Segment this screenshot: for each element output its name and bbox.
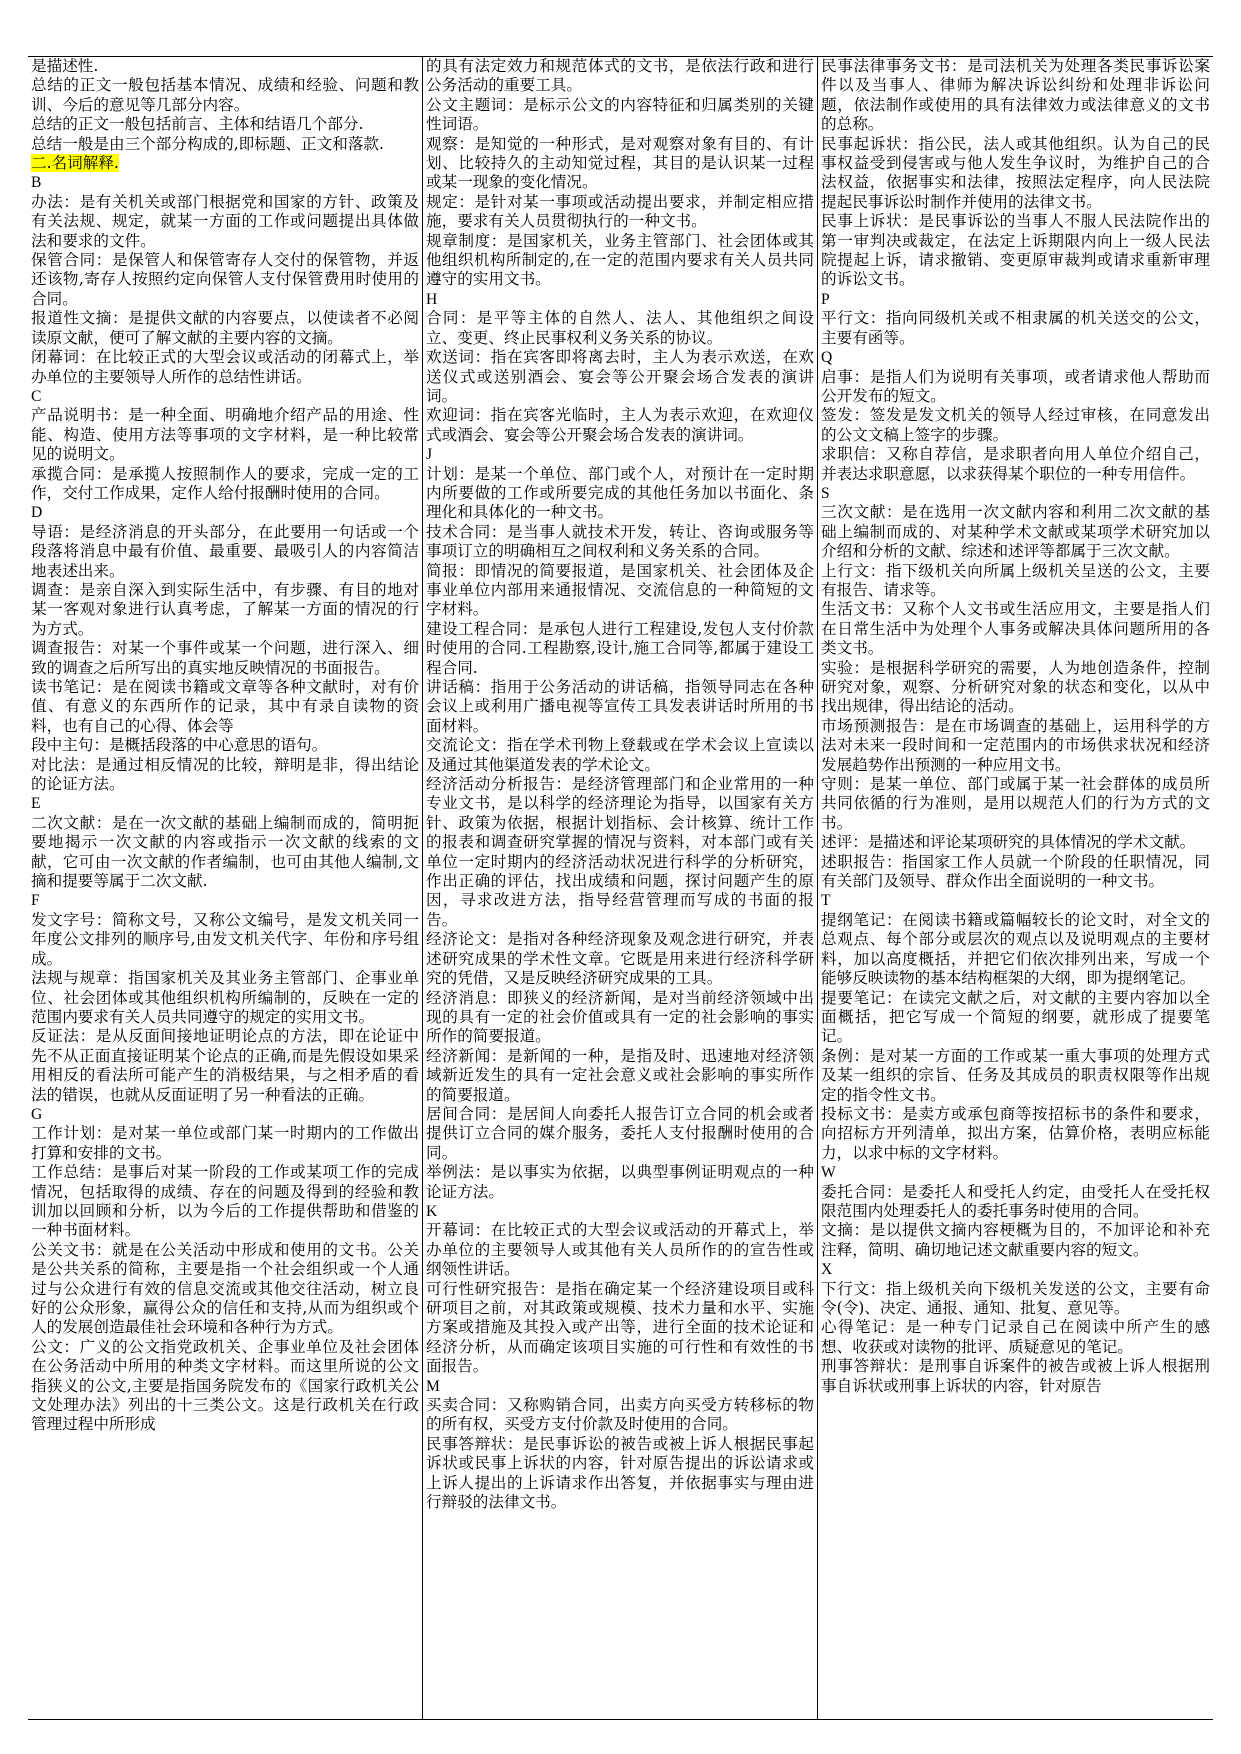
term-definition: 公文主题词：是标示公文的内容特征和归属类别的关键性词语。 xyxy=(426,95,814,134)
term-definition: 心得笔记：是一种专门记录自己在阅读中所产生的感想、收获或对读物的批评、质疑意见的笔记。 xyxy=(821,1318,1210,1356)
term-definition: 求职信：又称自荐信，是求职者向用人单位介绍自己，并表达求职意愿，以求获得某个职位的一种专用信件。 xyxy=(821,445,1210,483)
term-definition: 民事法律事务文书：是司法机关为处理各类民事诉讼案件以及当事人、律师为解决诉讼纠纷和处理非诉讼问题，依法制作或使用的具有法律效力或法律意义的文书的总称。 xyxy=(821,57,1210,134)
text-column-3 xyxy=(818,57,1213,1719)
term-definition: 经济活动分析报告：是经济管理部门和企业常用的一种专业文书，是以科学的经济理论为指导，以国家有关方针、政策为依据，根据计划指标、会计核算、统计工作的报表和调查研究掌握的情况与资料，对本部门或有关单位一定时期内的经济活动状况进行科学的分析研究，作出正确的评估，找出成绩和问题，探讨问题产生的原因，寻求改进方法，指导经营管理而写成的书面的报告。 xyxy=(426,775,814,929)
letter-heading: S xyxy=(821,484,830,502)
term-definition: 民事起诉状：指公民，法人或其他组织。认为自己的民事权益受到侵害或与他人发生争议时，为维护自己的合法权益，依据事实和法律，按照法定程序，向人民法院提起民事诉讼时制作并使用的法律文书。 xyxy=(821,134,1210,211)
term-definition: 三次文献：是在选用一次文献内容和利用二次文献的基础上编制而成的、对某种学术文献或某项学术研究加以介绍和分析的文献、综述和述评等都属于三次文献。 xyxy=(821,503,1210,561)
term-definition: 讲话稿：指用于公务活动的讲话稿，指领导同志在各种会议上或利用广播电视等宣传工具发表讲话时所用的书面材料。 xyxy=(426,678,814,735)
letter-heading: P xyxy=(821,290,830,308)
term-definition: 投标文书：是卖方或承包商等按招标书的条件和要求，向招标方开列清单，拟出方案，估算价格，表明应标能力，以求中标的文字材料。 xyxy=(821,1104,1210,1162)
term-definition: 刑事答辩状：是刑事自诉案件的被告或被上诉人根据刑事自诉状或刑事上诉状的内容，针对原告 xyxy=(821,1357,1210,1395)
term-definition: 民事答辩状：是民事诉讼的被告或被上诉人根据民事起诉状或民事上诉状的内容，针对原告提出的诉讼请求或上诉人提出的上诉请求作出答复，并依据事实与理由进行辩驳的法律文书。 xyxy=(426,1434,814,1512)
term-definition: 调查报告：对某一个事件或某一个问题，进行深入、细致的调查之后所写出的真实地反映情况的书面报告。 xyxy=(31,639,419,677)
letter-heading: C xyxy=(31,387,42,405)
term-definition: 保管合同：是保管人和保管寄存人交付的保管物，并返还该物,寄存人按照约定向保管人支付保管费用时使用的合同。 xyxy=(31,251,419,308)
document-page xyxy=(28,56,1213,1720)
term-definition: 工作计划：是对某一单位或部门某一时期内的工作做出打算和安排的文书。 xyxy=(31,1124,419,1162)
highlighted-heading-text: 二.名词解释. xyxy=(31,154,119,173)
letter-heading: T xyxy=(821,892,831,910)
term-definition: 生活文书：又称个人文书或生活应用文，主要是指人们在日常生活中为处理个人事务或解决具体问题所用的各类文书。 xyxy=(821,600,1210,658)
letter-heading: Q xyxy=(821,349,833,367)
term-definition: 开幕词：在比较正式的大型会议或活动的开幕式上，举办单位的主要领导人或其他有关人员所作的的宣告性或纲领性讲话。 xyxy=(426,1221,814,1279)
term-definition: 是描述性. xyxy=(31,57,99,75)
term-definition: 合同：是平等主体的自然人、法人、其他组织之间设立、变更、终止民事权利义务关系的协议。 xyxy=(426,309,814,347)
term-definition: 述职报告：指国家工作人员就一个阶段的任职情况，同有关部门及领导、群众作出全面说明的一种文书。 xyxy=(821,852,1210,891)
term-definition: 总结的正文一般包括前言、主体和结语几个部分. xyxy=(31,115,364,134)
term-definition: 经济论文：是指对各种经济现象及观念进行研究，并表述研究成果的学术性文章。它既是用来进行经济科学研究的凭借，又是反映经济研究成果的工具。 xyxy=(426,930,814,988)
text-column-2 xyxy=(423,57,818,1719)
letter-heading: G xyxy=(31,1105,43,1123)
letter-heading: J xyxy=(426,446,433,464)
term-definition: 技术合同：是当事人就技术开发，转让、咨询或服务等事项订立的明确相互之间权利和义务关系的合同。 xyxy=(426,522,814,561)
term-definition: 守则：是某一单位、部门或属于某一社会群体的成员所共同依循的行为准则，是用以规范人们的行为方式的文书。 xyxy=(821,775,1210,832)
term-definition: 上行文：指下级机关向所属上级机关呈送的公文，主要有报告、请求等。 xyxy=(821,561,1210,599)
letter-heading: H xyxy=(426,290,438,308)
term-definition: 可行性研究报告：是指在确定某一个经济建设项目或科研项目之前，对其政策或规模、技术力量和水平、实施方案或措施及其投入或产出等，进行全面的技术论证和经济分析，从而确定该项目实施的可行性和有效性的书面报告。 xyxy=(426,1279,814,1376)
term-definition: 欢迎词：指在宾客光临时，主人为表示欢迎，在欢迎仪式或酒会、宴会等公开聚会场合发表的演讲词。 xyxy=(426,406,814,444)
text-column-1 xyxy=(28,57,423,1719)
letter-heading: E xyxy=(31,795,41,813)
term-definition: 计划：是某一个单位、部门或个人，对预计在一定时期内所要做的工作或所要完成的其他任务加以书面化、条理化和具体化的一种文书。 xyxy=(426,464,814,522)
term-definition: 规章制度：是国家机关，业务主管部门、社会团体或其他组织机构所制定的,在一定的范围内要求有关人员共同遵守的实用文书。 xyxy=(426,231,814,289)
term-definition: 导语：是经济消息的开头部分，在此要用一句话或一个段落将消息中最有价值、最重要、最吸引人的内容简洁地表述出来。 xyxy=(31,522,419,580)
term-definition: 经济新闻：是新闻的一种，是指及时、迅速地对经济领域新近发生的具有一定社会意义或社会影响的事实所作的简要报道。 xyxy=(426,1046,814,1104)
term-definition: 承揽合同：是承揽人按照制作人的要求，完成一定的工作，交付工作成果，定作人给付报酬时使用的合同。 xyxy=(31,464,419,502)
term-definition: 发文字号：简称文号，又称公文编号，是发文机关同一年度公文排列的顺序号,由发文机关代字、年份和序号组成。 xyxy=(31,910,419,968)
term-definition: 委托合同：是委托人和受托人约定，由受托人在受托权限范围内处理委托人的委托事务时使用的合同。 xyxy=(821,1182,1210,1220)
letter-heading: M xyxy=(426,1377,440,1395)
letter-heading: K xyxy=(426,1202,438,1220)
term-definition: 法规与规章：指国家机关及其业务主管部门、企事业单位、社会团体或其他组织机构所编制的，反映在一定的范围内要求有关人员共同遵守的规定的实用文书。 xyxy=(31,969,419,1026)
term-definition: 提要笔记：在读完文献之后，对文献的主要内容加以全面概括，把它写成一个简短的纲要，就形成了提要笔记。 xyxy=(821,988,1210,1046)
term-definition: 提纲笔记：在阅读书籍或篇幅较长的论文时，对全文的总观点、每个部分或层次的观点以及说明观点的主要材料，加以高度概括，并把它们依次排列出来，写成一个能够反映读物的基本结构框架的大纲，即为提纲笔记。 xyxy=(821,910,1210,988)
term-definition: 的具有法定效力和规范体式的文书，是依法行政和进行公务活动的重要工具。 xyxy=(426,57,814,95)
letter-heading: X xyxy=(821,1261,833,1279)
term-definition: 签发：签发是发文机关的领导人经过审核，在同意发出的公文文稿上签字的步骤。 xyxy=(821,406,1210,444)
term-definition: 平行文：指向同级机关或不相隶属的机关送交的公文，主要有函等。 xyxy=(821,309,1210,347)
term-definition: 办法：是有关机关或部门根据党和国家的方针、政策及有关法规、规定，就某一方面的工作或问题提出具体做法和要求的文件。 xyxy=(31,192,419,250)
term-definition: 实验：是根据科学研究的需要，人为地创造条件，控制研究对象，观察、分析研究对象的状态和变化，以从中找出规律，得出结论的活动。 xyxy=(821,658,1210,716)
term-definition: 公关文书：就是在公关活动中形成和使用的文书。公关是公共关系的简称，主要是指一个社会组织或一个人通过与公众进行有效的信息交流或其他交往活动，树立良好的公众形象，赢得公众的信任和支持,从而为组织或个人的发展创造最佳社会环境和各种行为方式。 xyxy=(31,1240,419,1337)
term-definition: 居间合同：是居间人向委托人报告订立合同的机会或者提供订立合同的媒介服务，委托人支付报酬时使用的合同。 xyxy=(426,1104,814,1162)
term-definition: 反证法：是从反面间接地证明论点的方法，即在论证中先不从正面直接证明某个论点的正确,而是先假设如果采用相反的看法所可能产生的消极结果，与之相矛盾的看法的错误，也就从反面证明了另一种看法的正确。 xyxy=(31,1027,419,1104)
term-definition: 买卖合同：又称购销合同，出卖方向买受方转移标的物的所有权，买受方支付价款及时使用的合同。 xyxy=(426,1396,814,1434)
term-definition: 欢送词：指在宾客即将离去时，主人为表示欢送，在欢送仪式或送别酒会、宴会等公开聚会场合发表的演讲词。 xyxy=(426,348,814,405)
term-definition: 举例法：是以事实为依据，以典型事例证明观点的一种论证方法。 xyxy=(426,1163,814,1201)
term-definition: 产品说明书：是一种全面、明确地介绍产品的用途、性能、构造、使用方法等事项的文字材料，是一种比较常见的说明文。 xyxy=(31,406,419,464)
term-definition: 段中主句：是概括段落的中心意思的语句。 xyxy=(31,736,328,755)
term-definition: 读书笔记：是在阅读书籍或文章等各种文献时，对有价值、有意义的东西所作的记录，其中有录自读物的资料，也有自己的心得、体会等 xyxy=(31,678,419,735)
term-definition: 对比法：是通过相反情况的比较，辩明是非，得出结论的论证方法。 xyxy=(31,755,419,794)
letter-heading: D xyxy=(31,504,43,522)
term-definition: 经济消息：即狭义的经济新闻，是对当前经济领域中出现的具有一定的社会价值或具有一定的社会影响的事实所作的简要报道。 xyxy=(426,988,814,1046)
term-definition: 文摘：是以提供文摘内容梗概为目的，不加评论和补充注释，简明、确切地记述文献重要内容的短文。 xyxy=(821,1221,1210,1259)
term-definition: 建设工程合同：是承包人进行工程建设,发包人支付价款时使用的合同.工程勘察,设计,施工合同等,都属于建设工程合同. xyxy=(426,619,814,677)
term-definition: 规定：是针对某一事项或活动提出要求，并制定相应措施，要求有关人员贯彻执行的一种文书。 xyxy=(426,192,814,231)
term-definition: 条例：是对某一方面的工作或某一重大事项的处理方式及某一组织的宗旨、任务及其成员的职责权限等作出规定的指令性文书。 xyxy=(821,1046,1210,1104)
term-definition: 调查：是亲自深入到实际生活中，有步骤、有目的地对某一客观对象进行认真考虑，了解某一方面的情况的行为方式。 xyxy=(31,580,419,638)
term-definition: 观察：是知觉的一种形式，是对观察对象有目的、有计划、比较持久的主动知觉过程，其目的是认识某一过程或某一现象的变化情况。 xyxy=(426,134,814,192)
term-definition: 启事：是指人们为说明有关事项，或者请求他人帮助而公开发布的短文。 xyxy=(821,367,1210,405)
term-definition: 述评：是描述和评论某项研究的具体情况的学术文献。 xyxy=(821,833,1196,852)
term-definition: 总结的正文一般包括基本情况、成绩和经验、问题和教训、今后的意见等几部分内容。 xyxy=(31,76,419,114)
term-definition: 下行文：指上级机关向下级机关发送的公文，主要有命令(令)、决定、通报、通知、批复、意见等。 xyxy=(821,1279,1210,1317)
section-heading xyxy=(31,154,419,173)
term-definition: 市场预测报告：是在市场调查的基础上，运用科学的方法对未来一段时间和一定范围内的市场供求状况和经济发展趋势作出预测的一种应用文书。 xyxy=(821,716,1210,774)
term-definition: 二次文献：是在一次文献的基础上编制而成的，简明扼要地揭示一次文献的内容或指示一次文献的线索的文献，它可由一次文献的作者编制，也可由其他人编制,文摘和提要等属于二次文献. xyxy=(31,813,419,891)
term-definition: 总结一般是由三个部分构成的,即标题、正文和落款. xyxy=(31,134,384,153)
letter-heading: W xyxy=(821,1164,836,1182)
term-definition: 公文：广义的公文指党政机关、企事业单位及社会团体在公务活动中所用的种类文字材料。而这里所说的公文指狭义的公文,主要是指国务院发布的《国家行政机关公文处理办法》列出的十三类公文。这是行政机关在行政管理过程中所形成 xyxy=(31,1337,419,1434)
term-definition: 民事上诉状：是民事诉讼的当事人不服人民法院作出的第一审判决或裁定，在法定上诉期限内向上一级人民法院提起上诉，请求撤销、变更原审裁判或请求重新审理的诉讼文书。 xyxy=(821,212,1210,289)
term-definition: 工作总结：是事后对某一阶段的工作或某项工作的完成情况，包括取得的成绩、存在的问题及得到的经验和教训加以回顾和分析，以为今后的工作提供帮助和借鉴的一种书面材料。 xyxy=(31,1163,419,1240)
letter-heading: F xyxy=(31,892,40,910)
letter-heading: B xyxy=(31,174,42,192)
term-definition: 交流论文：指在学术刊物上登载或在学术会议上宣读以及通过其他渠道发表的学术论文。 xyxy=(426,736,814,774)
term-definition: 闭幕词：在比较正式的大型会议或活动的闭幕式上，举办单位的主要领导人所作的总结性讲话。 xyxy=(31,348,419,386)
term-definition: 报道性文摘：是提供文献的内容要点，以使读者不必阅读原文献，便可了解文献的主要内容的文摘。 xyxy=(31,309,419,347)
term-definition: 简报：即情况的简要报道，是国家机关、社会团体及企事业单位内部用来通报情况、交流信息的一种简短的文字材料。 xyxy=(426,561,814,619)
